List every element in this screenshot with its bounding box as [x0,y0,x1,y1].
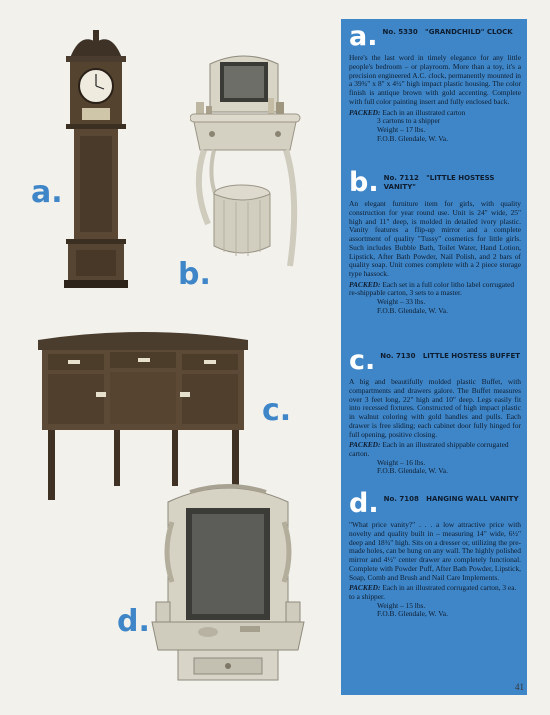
photo-tag-b: b. [178,257,211,292]
item-number: No. 5330 [382,28,418,36]
packed-line: Weight – 33 lbs. [377,297,426,307]
page-number: 41 [515,682,524,692]
item-letter: c. [349,345,376,376]
packed-line: Each in an illustrated carton [382,107,466,117]
item-header [349,488,521,519]
item-title-block [380,349,520,361]
item-description: Here's the last word in timely elegance for any little people's bedroom – or playroom. More than a toy, it's a precision engineered A.C. clock, permanently mounted in a 39¾" x 8" x 4½" high impact plastic housing. The color finish is antique brown with gold accenting. Complete with full color painting insert and fully enclosed back. [349,53,521,106]
packed-line: Weight – 16 lbs. [377,457,426,467]
product-item-b [349,167,521,315]
packed-label: PACKED: [349,107,381,117]
buffet-photo [38,330,248,505]
item-header [349,167,521,198]
packed-line: Weight – 15 lbs. [377,600,426,610]
item-letter: a. [349,21,378,52]
item-letter: b. [349,167,379,198]
packed-label: PACKED: [349,279,381,289]
packed-line: F.O.B. Glendale, W. Va. [377,133,448,143]
packing-info [349,584,521,619]
photo-tag-c: c. [262,393,292,428]
item-title: LITTLE HOSTESS BUFFET [422,352,521,360]
wall-vanity-photo [148,482,308,692]
item-title: HANGING WALL VANITY [426,495,519,503]
item-title-block [384,492,519,504]
packed-line: F.O.B. Glendale, W. Va. [377,305,448,315]
item-header [349,21,521,52]
packed-line: Each set in a full color litho label corrugated re-shippable carton, 3 sets to a master. [349,279,515,298]
packed-line: Each in an illustrated shippable corrugated carton. [349,440,509,458]
item-title-block [382,25,512,37]
packing-info [349,109,521,144]
product-description-panel [341,19,527,695]
item-header [349,345,521,376]
product-item-a [349,21,521,143]
photo-tag-a: a. [31,175,63,210]
photo-tag-d: d. [117,604,150,639]
item-title: "GRANDCHILD" CLOCK [425,28,513,36]
packed-line: F.O.B. Glendale, W. Va. [377,609,448,619]
packed-label: PACKED: [349,583,381,593]
packed-line: F.O.B. Glendale, W. Va. [377,466,448,476]
grandfather-clock-photo [60,28,132,290]
packed-line: Weight – 17 lbs. [377,124,426,134]
packed-line: 3 cartons to a shipper [377,116,441,126]
item-description: "What price vanity?" . . . a low attractive price with novelty and quality built in – measuring 14" wide, 6½" deep and 18¾" high. Sits on a dresser or, utilizing the pre-made holes, can be hung on any wall. The highly polished mirror and 4½" center drawer are completely functional. Complete with Powder Puff, After Bath Powder, Lipstick, Soap, Comb and Brush and Nail Care Implements. [349,520,521,582]
packing-info [349,281,521,316]
packing-info [349,441,521,476]
vanity-photo [190,46,322,274]
packed-line: Each in an illustrated corrugated carton, 3 ea. to a shipper. [349,583,517,601]
item-title-block [384,171,521,192]
item-number: No. 7108 [383,495,419,503]
product-item-c [349,345,521,476]
packed-label: PACKED: [349,440,381,450]
item-title: "LITTLE HOSTESS VANITY" [383,174,495,191]
item-number: No. 7112 [383,174,419,182]
item-number: No. 7130 [380,352,416,360]
item-letter: d. [349,488,379,519]
item-description: An elegant furniture item for girls, with quality construction for year round use. Unit is 24" wide, 25" high and 11" deep, is molded in detailed ivory plastic. Vanity features a flip-up mirror and a complete assortment of quality "Tussy" cosmetics for little girls. Such includes Bubble Bath, Toilet Water, Hand Lotion, Lipstick, After Bath Powder, Nail Polish, and 2 bars of quality soap. Unit comes complete with a 2 piece storage type hassock. [349,199,521,278]
item-description: A big and beautifully molded plastic Buffet, with compartments and drawers galore. The Buffet measures over 3 feet long, 22" high and 10" deep. Legs easily fit into recessed fixtures. Constructed of high impact plastic in walnut coloring with gold handles and pulls. Each drawer is free sliding; each cabinet door fully hinged for full opening, positive closing. [349,377,521,439]
product-item-d [349,488,521,619]
